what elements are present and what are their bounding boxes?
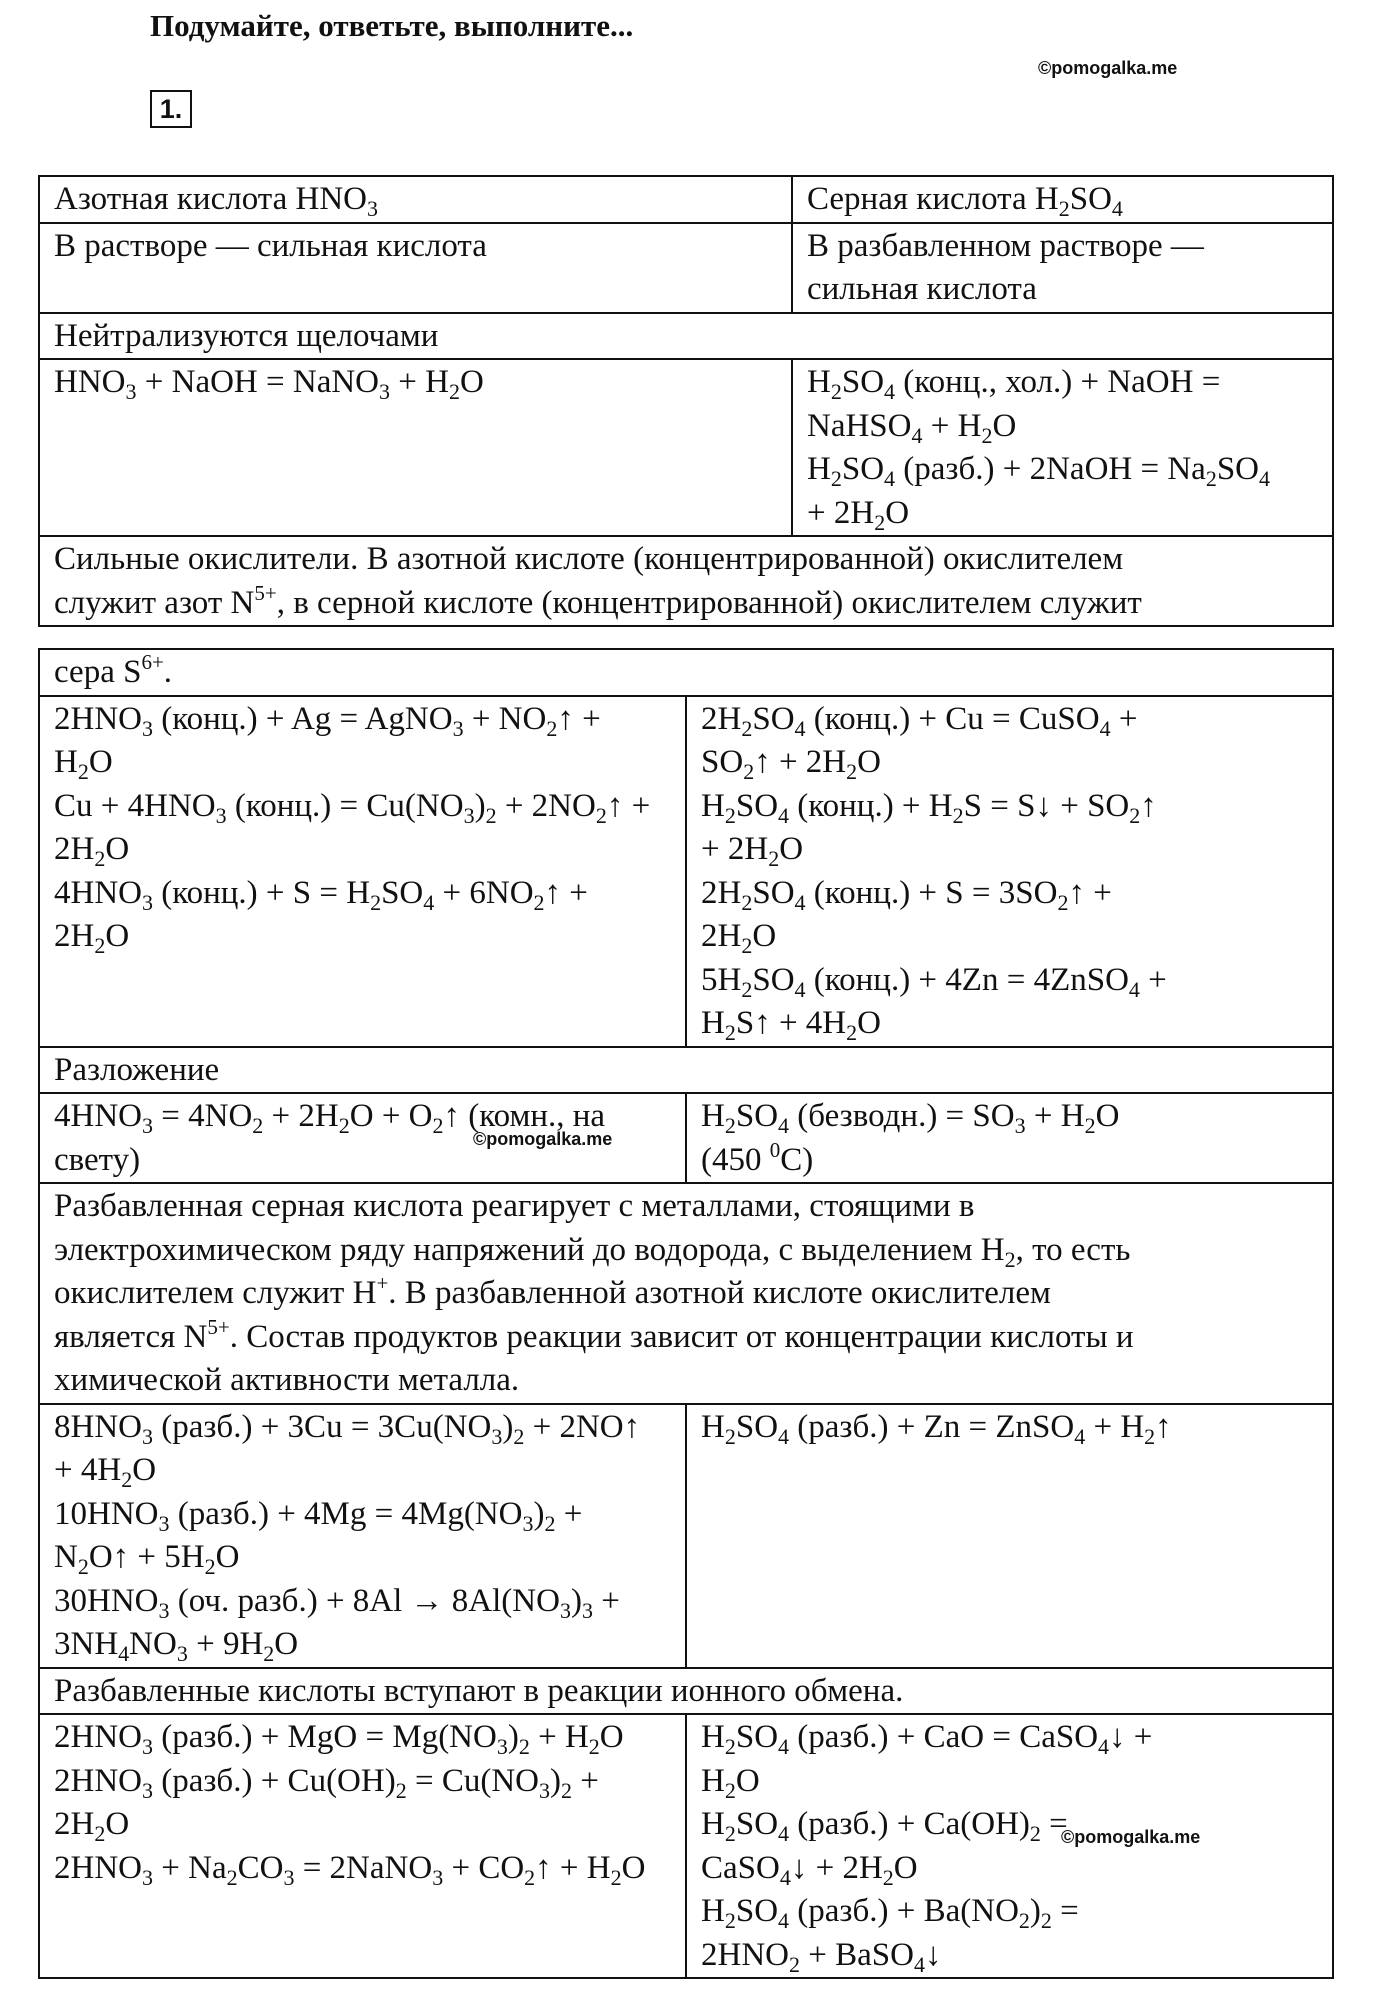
text-line: $H_2SO_4$ (конц., хол.) + NaOH = <box>807 364 1221 404</box>
table-row <box>39 176 1333 223</box>
text-line: $H_2SO_4$ (конц.) + $H_2S$ = S↓ + $SO_2↑$ <box>701 787 1157 828</box>
text-line: $H_2SO_4$ (разб.) + CaO = CaSO$_4$↓ + <box>701 1719 1153 1759</box>
text-line: $2HNO_3$ (разб.) + $Cu(OH)_2 = Cu(NO_3)_2$ + <box>54 1762 599 1803</box>
table-cell-full: Разбавленные кислоты вступают в реакции ионного обмена. <box>39 1668 1333 1715</box>
text-line: $30HNO_3$ (оч. разб.) + $8Al \to 8Al(NO_3)_3$ + <box>54 1582 620 1623</box>
table-row <box>39 649 1333 696</box>
text-line: электрохимическом ряду напряжений до водорода, с выделением $H_2$, то есть <box>54 1231 1131 1272</box>
text-line: $8HNO_3$ (разб.) + $3Cu = 3Cu(NO_3)_2$ + 2NO↑ <box>54 1408 641 1449</box>
text-line: сильная кислота <box>807 271 1037 307</box>
table-cell: В растворе — сильная кислота <box>39 223 792 313</box>
text-line: $3NH_4NO_3 + 9H_2O$ <box>54 1626 299 1666</box>
text-line: $2HNO_3$ (разб.) + MgO = $Mg(NO_3)_2 + H_2O$ <box>54 1719 624 1759</box>
text-line: $2H_2O$ <box>54 1806 130 1846</box>
header-sulfuric-acid: Серная кислота $H_2SO_4$ <box>792 176 1333 223</box>
table-cell <box>686 1404 1333 1668</box>
table-row <box>39 696 1333 1047</box>
text-line: $4HNO_3$ (конц.) + $S = H_2SO_4$ + $6NO_2↑$ + <box>54 874 588 915</box>
table-row <box>39 1047 1333 1094</box>
text-line: В разбавленном растворе — <box>807 227 1204 264</box>
table-row <box>39 359 1333 536</box>
header-nitric-acid: Азотная кислота $HNO_3$ <box>39 176 792 223</box>
table-cell <box>39 1404 686 1668</box>
text-line: $H_2S↑ + 4H_2O$ <box>701 1005 881 1045</box>
text-line: $H_2SO_4$ (разб.) + $Ca(OH)_2$ = <box>701 1806 1068 1846</box>
table-row <box>39 223 1333 313</box>
text-line: химической активности металла. <box>54 1362 520 1398</box>
text-line: $2H_2O$ <box>54 918 130 958</box>
text-line: $H_2O$ <box>701 1762 760 1803</box>
text-line: $Cu + 4HNO_3$ (конц.) = $Cu(NO_3)_2$ + $2NO_2↑$ + <box>54 787 651 828</box>
text-line: Разбавленная серная кислота реагирует с металлами, стоящими в <box>54 1188 975 1224</box>
text-line: свету) <box>54 1141 141 1178</box>
text-line: является $N^{5+}$. Состав продуктов реакции зависит от концентрации кислоты и <box>54 1314 1134 1355</box>
text-line: $2HNO_3 + Na_2CO_3$ = 2NaNO$_3$ + $CO_2↑ + H_2O$ <box>54 1849 646 1890</box>
text-line: NaHSO$_4$ + $H_2O$ <box>807 407 1017 448</box>
table-cell <box>686 696 1333 1047</box>
text-line: $H_2O$ <box>54 744 113 784</box>
text-line: $10HNO_3$ (разб.) + $4Mg = 4Mg(NO_3)_2$ + <box>54 1495 583 1536</box>
text-line: Сильные окислители. В азотной кислоте (концентрированной) окислителем <box>54 541 1124 577</box>
table-row <box>39 1668 1333 1715</box>
table-row <box>39 1404 1333 1668</box>
text-line: + $4H_2O$ <box>54 1452 157 1492</box>
table-cell <box>39 1714 686 1978</box>
page-heading: Подумайте, ответьте, выполните... <box>150 8 634 43</box>
text-line: $2H_2O$ <box>54 831 130 871</box>
table-row <box>39 313 1333 360</box>
table-row <box>39 1714 1333 1978</box>
table-cell-full <box>39 1183 1333 1404</box>
table-cell: $HNO_3$ + NaOH = NaNO$_3$ + $H_2O$ <box>39 359 792 536</box>
text-line: $4HNO_3 = 4NO_2 + 2H_2O$ + $O_2↑$ (комн., на <box>54 1098 606 1138</box>
text-line: $2HNO_2$ + BaSO$_4$↓ <box>701 1936 942 1977</box>
text-line: (450 $^0$C) <box>701 1137 814 1178</box>
watermark-top: ©pomogalka.me <box>1038 58 1178 78</box>
table-cell <box>39 1093 686 1183</box>
table-cell <box>39 696 686 1047</box>
table-row <box>39 536 1333 626</box>
task-number-box: 1. <box>150 90 192 128</box>
table-cell-full: сера $S^{6+}$. <box>39 649 1333 696</box>
text-line: $H_2SO_4$ (разб.) + Zn = ZnSO$_4$ + $H_2↑$ <box>701 1408 1172 1449</box>
watermark-bottom: ©pomogalka.me <box>1061 1827 1201 1847</box>
table-cell <box>792 223 1333 313</box>
text-line: $2HNO_3$ (конц.) + Ag = AgNO$_3$ + $NO_2↑$ + <box>54 700 601 741</box>
text-line: $H_2SO_4$ (безводн.) = $SO_3 + H_2O$ <box>701 1098 1120 1138</box>
watermark-middle: ©pomogalka.me <box>473 1129 613 1149</box>
text-line: $2H_2O$ <box>701 918 777 958</box>
text-line: + $2H_2O$ <box>701 831 804 871</box>
table-cell <box>686 1714 1333 1978</box>
comparison-table-part-2 <box>38 648 1334 1979</box>
table-cell-full: Нейтрализуются щелочами <box>39 313 1333 360</box>
table-cell <box>792 359 1333 536</box>
text-line: служит азот $N^{5+}$, в серной кислоте (концентрированной) окислителем служит <box>54 580 1142 621</box>
text-line: $N_2O↑ + 5H_2O$ <box>54 1539 240 1579</box>
table-row <box>39 1183 1333 1404</box>
comparison-table-part-1 <box>38 175 1334 627</box>
text-line: $SO_2↑ + 2H_2O$ <box>701 744 881 784</box>
text-line: окислителем служит H+. В разбавленной азотной кислоте окислителем <box>54 1271 1051 1311</box>
text-line: $2H_2SO_4$ (конц.) + Cu = CuSO$_4$ + <box>701 700 1138 741</box>
text-line: + $2H_2O$ <box>807 494 910 535</box>
table-cell-full: Разложение <box>39 1047 1333 1094</box>
text-line: $H_2SO_4$ (разб.) + $Ba(NO_2)_2$ = <box>701 1893 1079 1933</box>
text-line: $2H_2SO_4$ (конц.) + $S = 3SO_2↑$ + <box>701 874 1112 915</box>
text-line: CaSO$_4$↓ + $2H_2O$ <box>701 1849 918 1890</box>
text-line: $H_2SO_4$ (разб.) + 2NaOH = $Na_2SO_4$ <box>807 451 1271 491</box>
text-line: $5H_2SO_4$ (конц.) + 4Zn = 4ZnSO$_4$ + <box>701 961 1167 1002</box>
table-row <box>39 1093 1333 1183</box>
table-cell-full <box>39 536 1333 626</box>
table-cell <box>686 1093 1333 1183</box>
